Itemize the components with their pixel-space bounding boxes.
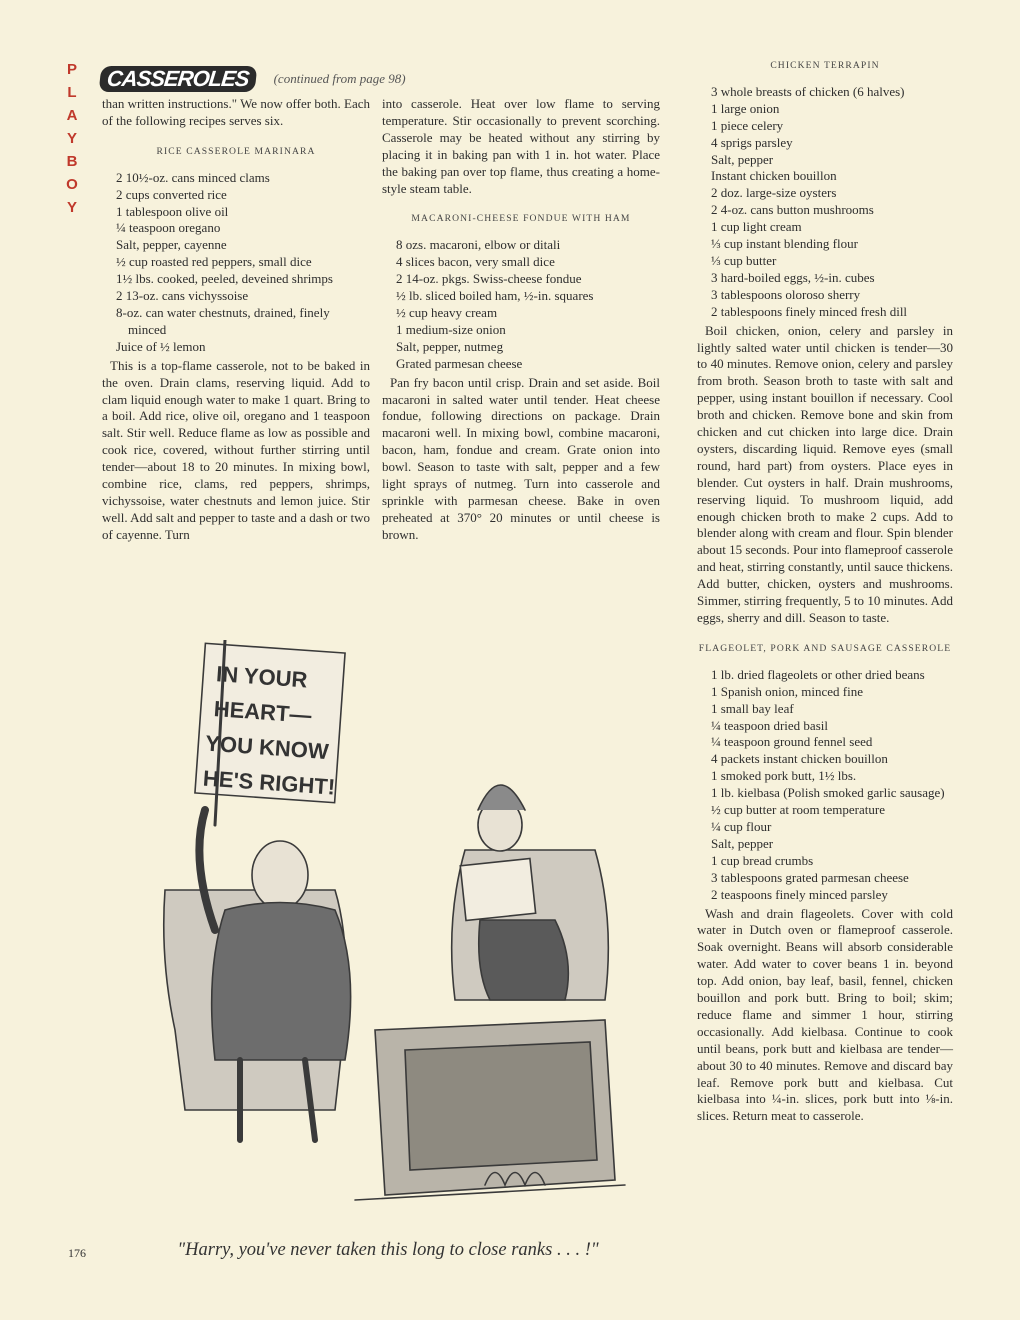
ingredient: Grated parmesan cheese <box>396 355 523 371</box>
ingredient-list <box>102 170 370 356</box>
intro-text: than written instructions." We now offer both. Each of the following recipes serves six. <box>102 96 370 128</box>
ingredient: ⅓ cup instant blending flour <box>711 236 858 252</box>
television-back-panel <box>405 1042 597 1170</box>
title-letter: P <box>66 61 77 78</box>
ingredient: Salt, pepper <box>711 835 774 851</box>
ingredient: 2 tablespoons finely minced fresh dill <box>711 303 908 319</box>
ingredient: 4 sprigs parsley <box>711 134 793 150</box>
newspaper <box>460 858 535 920</box>
ingredient: 2 14-oz. pkgs. Swiss-cheese fondue <box>396 271 582 287</box>
ingredient: 1 medium-size onion <box>396 321 506 337</box>
title-letter: O <box>66 176 78 193</box>
section-header <box>100 66 406 92</box>
column-2 <box>382 96 660 544</box>
continued-note: (continued from page 98) <box>273 71 406 86</box>
title-letter: A <box>66 107 78 124</box>
sign-text-line: HE'S RIGHT! <box>202 765 336 800</box>
ingredient: 3 whole breasts of chicken (6 halves) <box>711 83 905 99</box>
man-suit <box>212 903 351 1061</box>
ingredient: 4 slices bacon, very small dice <box>396 254 555 270</box>
ingredient: Instant chicken bouillon <box>711 168 837 184</box>
recipe-directions: This is a top-flame casserole, not to be baked in the oven. Drain clams, reserving liquid. Add to clam liquid enough water to make 1 quart. Bring to a boil. Add rice, olive oil, oregano and 1 teaspoon salt. Stir well. Reduce flame as low as possible and cook rice, covered, without further stirring until tender—about 18 to 20 minutes. In mixing bowl, combine rice, clams, red peppers, shrimps, vichyssoise, water chestnuts and lemon juice. Stir well. Add salt and pepper to taste and a dash or two of cayenne. Turn <box>102 357 370 542</box>
title-letter: Y <box>66 130 77 147</box>
ingredient: Salt, pepper, cayenne <box>116 237 227 253</box>
ingredient: 1 cup bread crumbs <box>711 852 814 868</box>
ingredient: 8-oz. can water chestnuts, drained, finely minced <box>116 304 330 337</box>
ingredient: 2 teaspoons finely minced parsley <box>711 886 888 902</box>
cartoon-illustration <box>145 640 665 1235</box>
recipe-title: CHICKEN TERRAPIN <box>770 60 880 71</box>
ingredient: Juice of ½ lemon <box>116 338 206 354</box>
recipe-directions: Pan fry bacon until crisp. Drain and set aside. Boil macaroni in salted water until tender. Heat cheese fondue, following directions on package. Drain macaroni well. In mixing bowl, combine macaroni, bacon, ham, fondue and cream. Grate onion into bowl. Season to taste with salt, pepper and a few light sprays of nutmeg. Turn into casserole and sprinkle with parmesan cheese. Bake in oven preheated at 370° 20 minutes or until cheese is brown. <box>382 374 660 542</box>
page-number: 176 <box>68 1246 86 1260</box>
title-letter: L <box>67 84 77 101</box>
ingredient: ¼ cup flour <box>711 818 772 834</box>
ingredient: ½ cup heavy cream <box>396 304 498 320</box>
ingredient-list <box>697 84 953 321</box>
sign-text-line: HEART— <box>212 696 313 728</box>
ingredient: 1½ lbs. cooked, peeled, deveined shrimps <box>116 271 333 287</box>
ingredient: 4 packets instant chicken bouillon <box>711 751 888 767</box>
ingredient: ¼ teaspoon ground fennel seed <box>711 734 873 750</box>
recipe-title: RICE CASSEROLE MARINARA <box>156 145 316 157</box>
title-letter: B <box>66 153 78 170</box>
ingredient: 8 ozs. macaroni, elbow or ditali <box>396 237 561 253</box>
cartoon-caption: "Harry, you've never taken this long to close ranks . . . !" <box>177 1240 599 1260</box>
ingredient: ¼ teaspoon dried basil <box>711 717 828 733</box>
ingredient: ½ cup butter at room temperature <box>711 802 885 818</box>
section-logo: CASSEROLES <box>99 66 257 92</box>
sign-text-line: YOU KNOW <box>204 730 330 765</box>
ingredient: 1 Spanish onion, minced fine <box>711 683 864 699</box>
ingredient: 2 doz. large-size oysters <box>711 185 837 201</box>
recipe-directions-continued: into casserole. Heat over low flame to serving temperature. Stir occasionally to prevent scorching. Casserole may be heated without any stirring by placing it in baking pan with 1 in. hot water. Place the baking pan over top flame, thus creating a home-style steam table. <box>382 96 660 196</box>
column-3 <box>697 58 953 1125</box>
ingredient-list <box>382 237 660 372</box>
ingredient: 3 tablespoons grated parmesan cheese <box>711 869 909 885</box>
ingredient: 1 small bay leaf <box>711 700 794 716</box>
ingredient: 2 cups converted rice <box>116 186 227 202</box>
ingredient: 2 4-oz. cans button mushrooms <box>711 202 874 218</box>
column-1 <box>102 96 370 544</box>
woman-dress <box>479 920 569 1000</box>
ingredient: 1 smoked pork butt, 1½ lbs. <box>711 768 857 784</box>
recipe-title: FLAGEOLET, PORK AND SAUSAGE CASSEROLE <box>698 642 952 654</box>
ingredient-list <box>697 667 953 904</box>
ingredient: 3 hard-boiled eggs, ½-in. cubes <box>711 269 875 285</box>
ingredient: Salt, pepper, nutmeg <box>396 338 504 354</box>
ingredient: 1 large onion <box>711 100 780 116</box>
ingredient: 2 13-oz. cans vichyssoise <box>116 288 249 304</box>
woman-hair <box>478 785 525 810</box>
sign-text-line: IN YOUR <box>215 661 309 693</box>
magazine-vertical-title <box>62 58 82 219</box>
recipe-title: MACARONI-CHEESE FONDUE WITH HAM <box>411 213 631 225</box>
ingredient: ⅓ cup butter <box>711 252 777 268</box>
ingredient: 1 piece celery <box>711 117 784 133</box>
ingredient: ¼ teaspoon oregano <box>116 220 221 236</box>
ingredient: 1 lb. kielbasa (Polish smoked garlic sausage) <box>711 785 945 801</box>
ingredient: 3 tablespoons oloroso sherry <box>711 286 861 302</box>
ingredient: 1 cup light cream <box>711 219 802 235</box>
ingredient: 1 lb. dried flageolets or other dried beans <box>711 666 925 682</box>
ingredient: 2 10½-oz. cans minced clams <box>116 169 270 185</box>
man-head <box>252 841 308 909</box>
ingredient: ½ lb. sliced boiled ham, ½-in. squares <box>396 288 594 304</box>
recipe-directions: Boil chicken, onion, celery and parsley in lightly salted water until chicken is tender—30 to 40 minutes. Remove onion, celery and parsley from broth. Season broth to taste with salt and pepper, using instant bouillon if necessary. Cool broth and chicken. Remove bone and skin from chicken and cut chicken into large dice. Drain oysters, discarding liquid. Remove eyes (small round, hard part) from oysters. Place eyes in blender. Cut oysters in half. Drain mushrooms, reserving liquid. To mushroom liquid, add enough chicken broth to make 2 cups. Add to blender along with cream and flour. Spin blender about 15 seconds. Pour into flameproof casserole and heat, stirring constantly, until sauce thickens. Add butter, chicken, oysters and mushrooms. Simmer, stirring frequently, 5 to 10 minutes. Add eggs, sherry and dill. Season to taste. <box>697 322 953 625</box>
ingredient: 1 tablespoon olive oil <box>116 203 229 219</box>
ingredient: Salt, pepper <box>711 151 774 167</box>
ingredient: ½ cup roasted red peppers, small dice <box>116 254 312 270</box>
title-letter: Y <box>66 199 77 216</box>
recipe-directions: Wash and drain flageolets. Cover with cold water in Dutch oven or flameproof casserole. Soak overnight. Beans will absorb considerable water. Add water to cover beans 1 in. beyond top. Add onion, bay leaf, basil, fennel, chicken bouillon and pork butt. Bring to boil; skim; reduce flame and simmer 1 hour, stirring occasionally. Add kielbasa. Continue to cook until beans, pork butt and kielbasa are tender—about 30 to 40 minutes. Remove and discard bay leaf. Remove pork butt and kielbasa. Cut kielbasa into ¼-in. slices, pork butt into ⅛-in. slices. Return meat to casserole. <box>697 905 953 1124</box>
